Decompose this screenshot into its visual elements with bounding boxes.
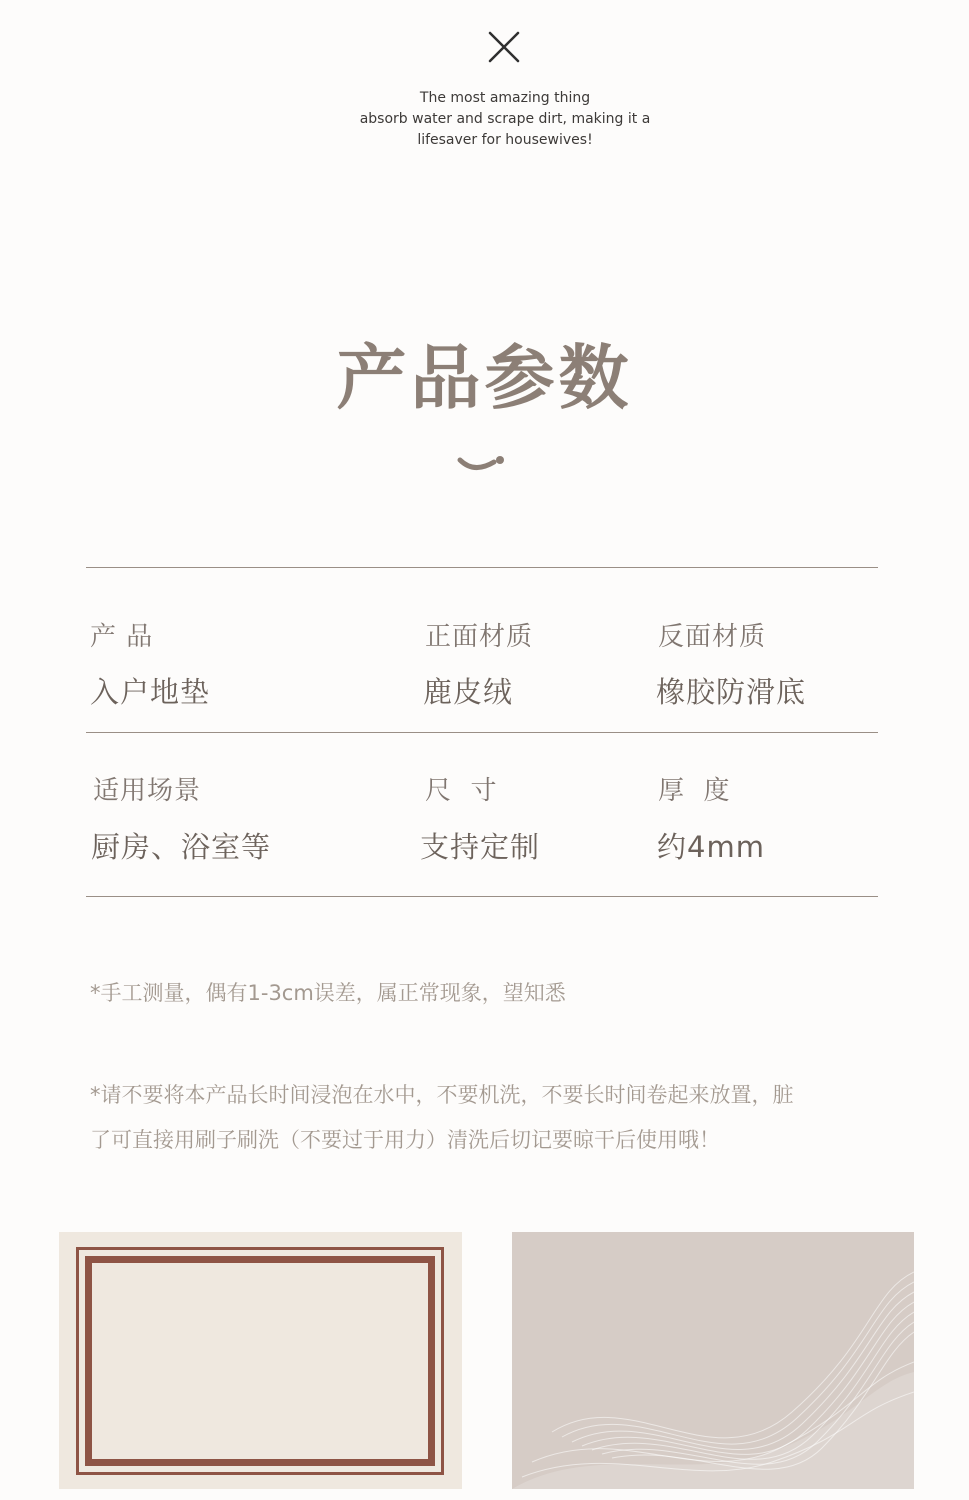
mat-border-outer: [76, 1247, 444, 1475]
mat-border-inner: [85, 1256, 435, 1466]
param-label-size: 尺 寸: [425, 776, 498, 806]
param-value-scene: 厨房、浴室等: [91, 830, 272, 864]
table-rule-top: [86, 567, 878, 568]
wave-pattern-icon: [512, 1232, 914, 1489]
table-rule-bottom: [86, 896, 878, 897]
mat-swatch-wave: [512, 1232, 914, 1489]
param-label-scene: 适用场景: [93, 776, 202, 806]
tagline-line-1: The most amazing thing: [419, 90, 591, 106]
section-title: 产品参数: [336, 337, 633, 419]
note-care-line-1: *请不要将本产品长时间浸泡在水中，不要机洗，不要长时间卷起来放置，脏: [90, 1083, 794, 1107]
tagline: [300, 88, 710, 151]
mat-swatch-bordered: [59, 1232, 462, 1489]
note-measurement: *手工测量，偶有1-3cm误差，属正常现象，望知悉: [90, 981, 566, 1005]
table-rule-middle: [86, 732, 878, 733]
tagline-line-2: absorb water and scrape dirt, making it a: [359, 111, 651, 127]
param-value-front-material: 鹿皮绒: [423, 675, 514, 709]
param-label-back-material: 反面材质: [658, 622, 767, 652]
tagline-line-3: lifesaver for housewives!: [417, 132, 593, 148]
param-label-thickness: 厚 度: [658, 776, 731, 806]
close-icon[interactable]: [484, 30, 524, 66]
param-label-front-material: 正面材质: [425, 622, 534, 652]
note-care-line-2: 了可直接用刷子刷洗（不要过于用力）清洗后切记要晾干后使用哦！: [90, 1128, 720, 1152]
param-value-back-material: 橡胶防滑底: [656, 675, 807, 709]
smile-curve-icon: [454, 448, 508, 478]
param-value-product: 入户地垫: [90, 675, 211, 709]
param-label-product: 产 品: [90, 622, 154, 652]
close-button[interactable]: [484, 30, 524, 66]
param-value-thickness: 约4mm: [657, 830, 765, 864]
param-value-size: 支持定制: [420, 830, 541, 864]
